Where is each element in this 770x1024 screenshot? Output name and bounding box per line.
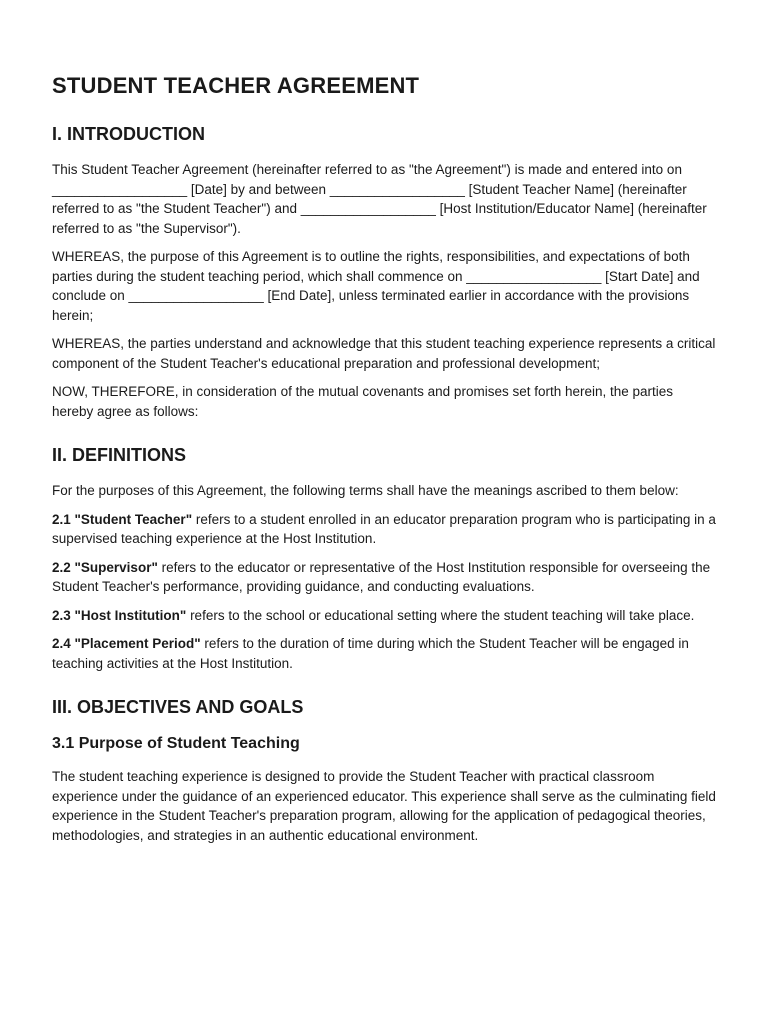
intro-paragraph-2: WHEREAS, the purpose of this Agreement is to outline the rights, responsibilities, and expectations of both parties during the student teaching period, which shall commence on __________________ [Start Date] and conclude on __________________ [End Date], unless terminated earlier in accordance with the provisions herein; (52, 249, 700, 323)
section-heading-definitions: II. DEFINITIONS (52, 445, 187, 465)
section-objectives (52, 695, 718, 845)
definition-term: 2.4 "Placement Period" (52, 636, 201, 651)
definition-text: refers to a student enrolled in an educator preparation program who is participating in a supervised teaching experience at the Host Institution. (52, 511, 716, 546)
subsection-heading-purpose: 3.1 Purpose of Student Teaching (52, 735, 300, 752)
definition-item (52, 606, 718, 626)
section-heading-objectives: III. OBJECTIVES AND GOALS (52, 697, 304, 717)
definition-item (52, 558, 718, 597)
definition-text: refers to the duration of time during which the Student Teacher will be engaged in teaching activities at the Host Institution. (52, 636, 689, 671)
document-title: STUDENT TEACHER AGREEMENT (52, 73, 420, 98)
intro-paragraph-1: This Student Teacher Agreement (hereinafter referred to as "the Agreement") is made and entered into on __________________ [Date] by and between __________________ [Student Teacher Name] (hereinafter referred to as "the Student Teacher") and __________________ [Host Institution/Educator Name] (hereinafter referred to as "the Supervisor"). (52, 162, 707, 236)
definition-text: refers to the educator or representative of the Host Institution responsible for overseeing the Student Teacher's performance, providing guidance, and conducting evaluations. (52, 559, 711, 594)
definition-term: 2.1 "Student Teacher" (52, 511, 193, 527)
section-definitions (52, 443, 718, 673)
definition-term: 2.3 "Host Institution" (52, 607, 187, 623)
definitions-lead: For the purposes of this Agreement, the following terms shall have the meanings ascribed to them below: (52, 483, 679, 498)
definition-term: 2.2 "Supervisor" (52, 559, 158, 575)
intro-paragraph-3: WHEREAS, the parties understand and acknowledge that this student teaching experience represents a critical component of the Student Teacher's educational preparation and professional development; (52, 336, 716, 371)
section-heading-introduction: I. INTRODUCTION (52, 124, 205, 144)
definition-item (52, 634, 718, 673)
intro-paragraph-4: NOW, THEREFORE, in consideration of the mutual covenants and promises set forth herein, the parties hereby agree as follows: (52, 384, 674, 419)
section-introduction (52, 122, 718, 421)
definition-item (52, 510, 718, 549)
definition-text: refers to the school or educational setting where the student teaching will take place. (186, 607, 695, 623)
objectives-paragraph: The student teaching experience is designed to provide the Student Teacher with practical classroom experience under the guidance of an experienced educator. This experience shall serve as the culminating field experience in the Student Teacher's preparation program, allowing for the application of pedagogical theories, methodologies, and strategies in an authentic educational environment. (52, 769, 716, 843)
